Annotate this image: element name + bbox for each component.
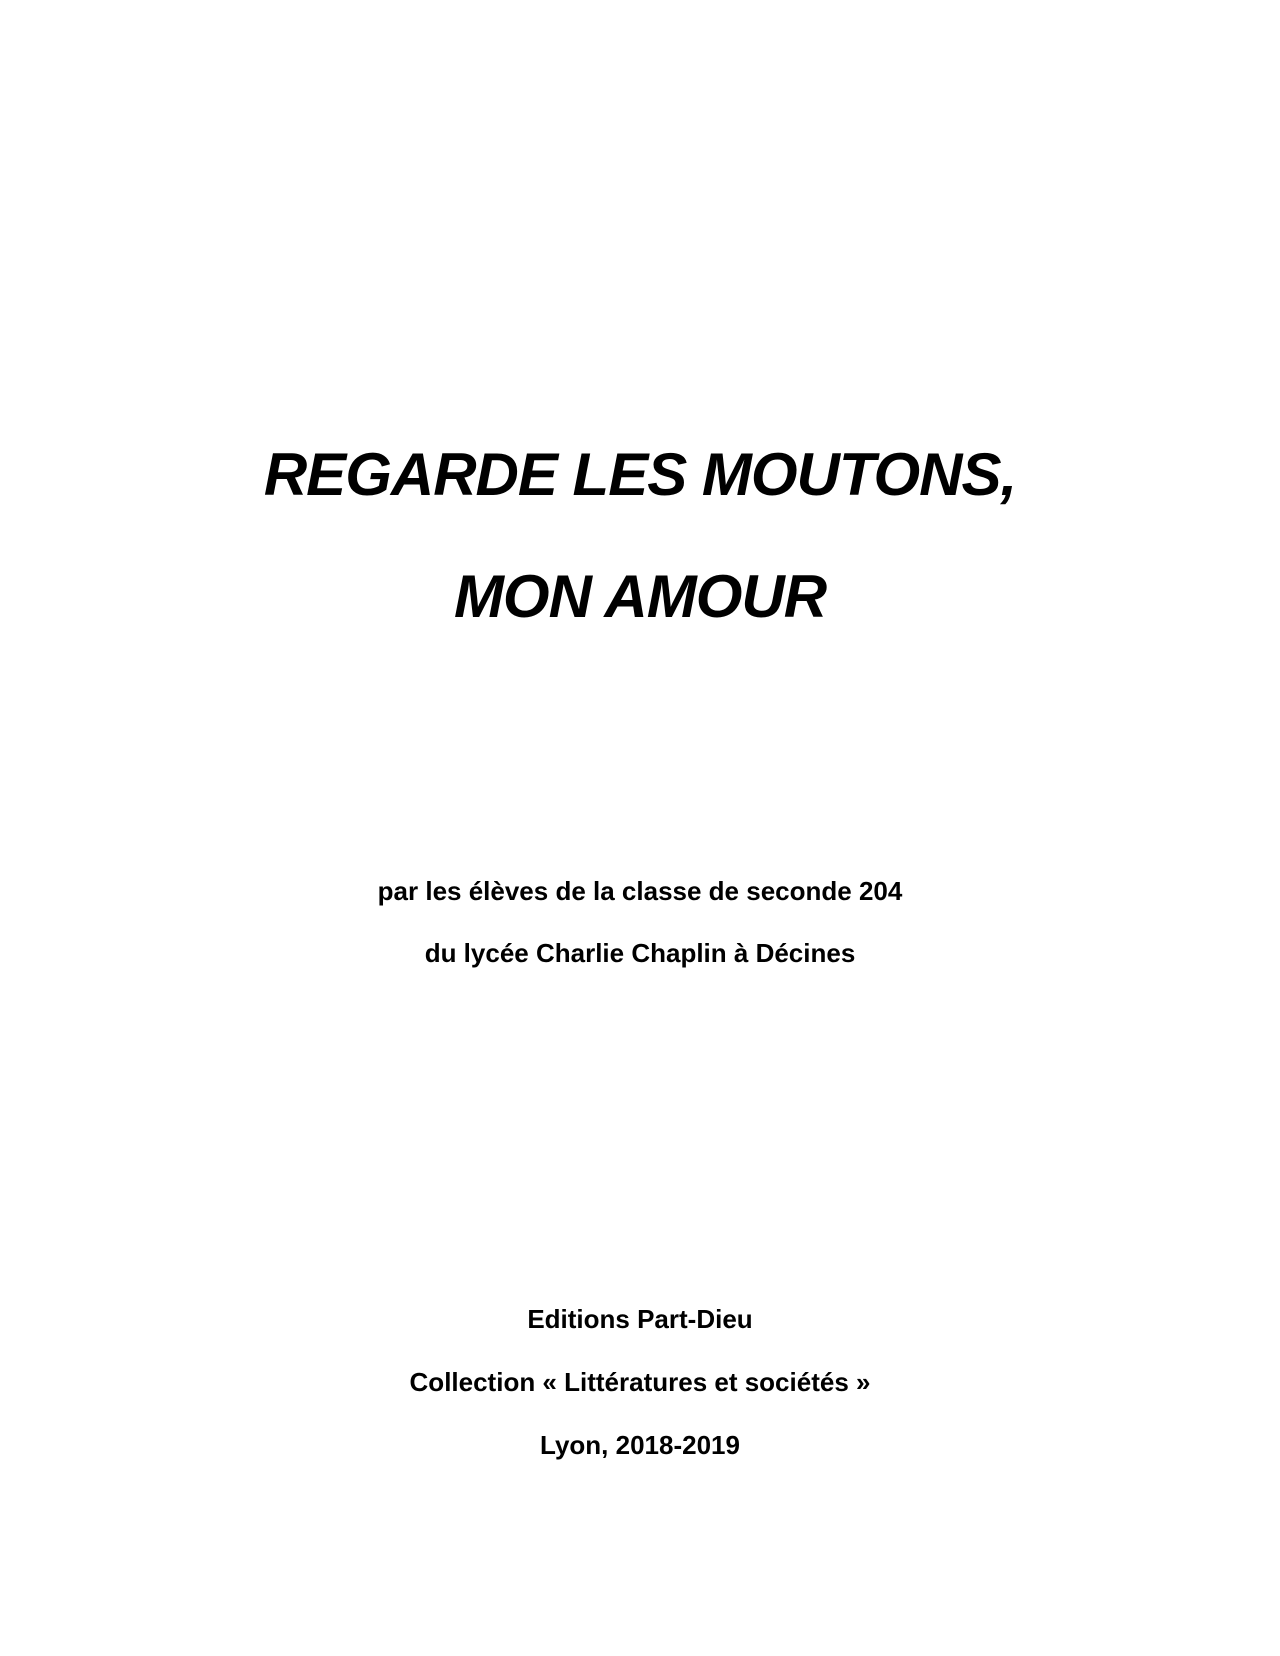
collection-name: Collection « Littératures et sociétés »	[409, 1367, 871, 1397]
publisher-name: Editions Part-Dieu	[527, 1304, 753, 1334]
author-line-2: du lycée Charlie Chaplin à Décines	[424, 938, 856, 968]
book-title-line-2: MON AMOUR	[453, 563, 827, 630]
author-line-1: par les élèves de la classe de seconde 204	[377, 876, 903, 906]
place-and-date: Lyon, 2018-2019	[540, 1430, 740, 1460]
book-title-line-1: REGARDE LES MOUTONS,	[263, 441, 1017, 508]
